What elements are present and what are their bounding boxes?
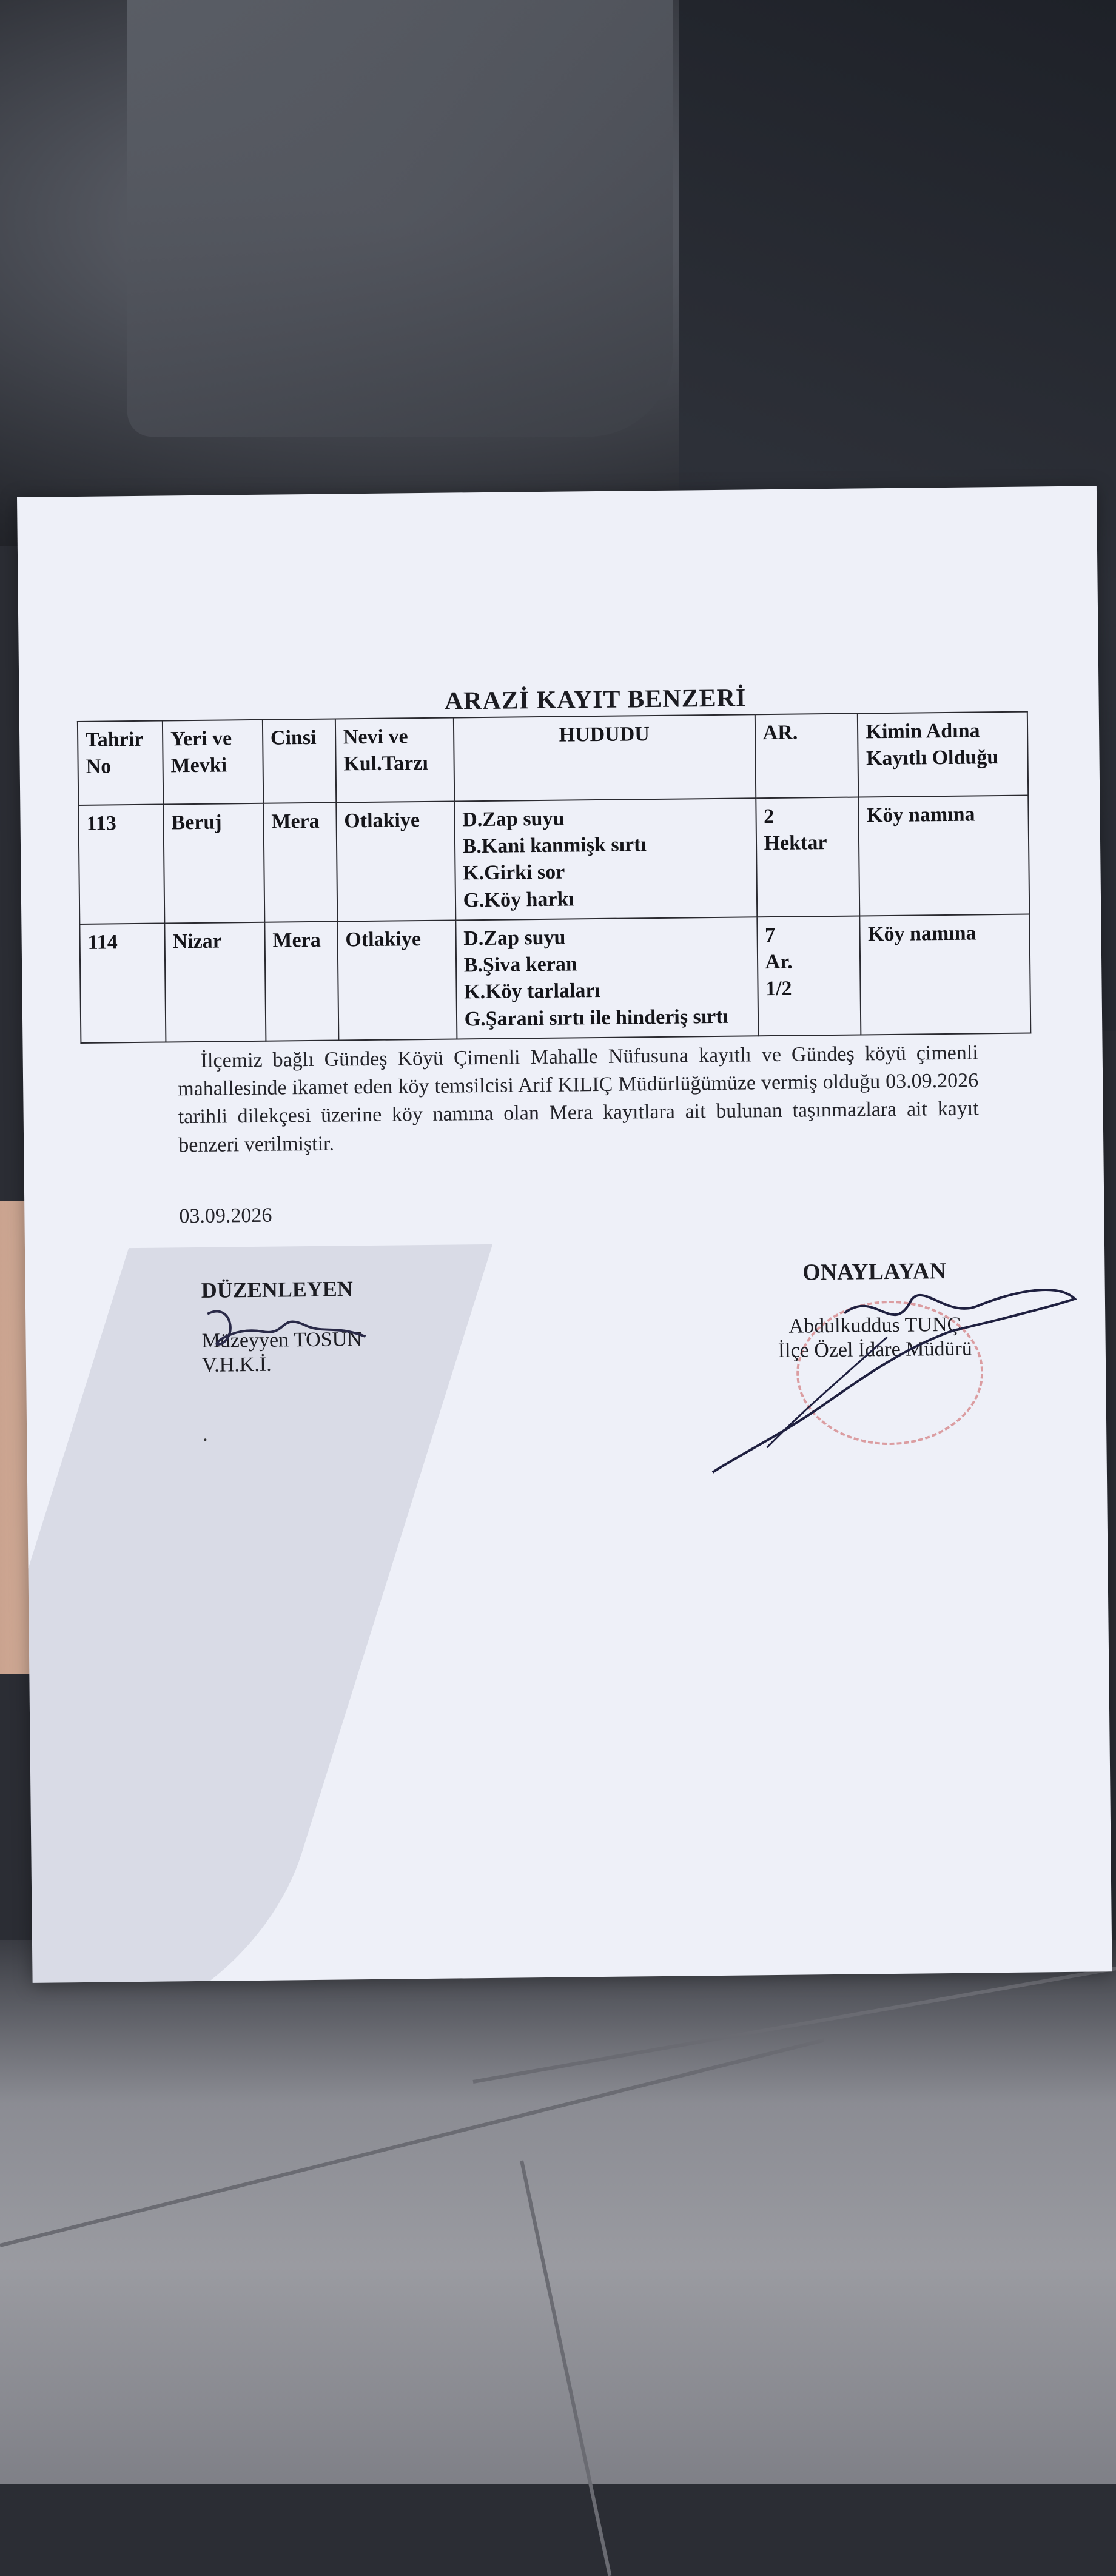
- prepared-by-signature: [195, 1288, 378, 1363]
- cell-ar: [757, 916, 861, 1036]
- hudud-north: K.Girki sor: [462, 860, 565, 885]
- ar-unit: Hektar: [764, 831, 827, 855]
- header-yeri: Yeri ve Mevki: [163, 720, 263, 805]
- cell-cinsi: Mera: [263, 803, 337, 922]
- cell-yeri: Beruj: [163, 803, 264, 924]
- prepared-by-name: Müzeyyen TOSUN: [201, 1328, 362, 1352]
- ar-fraction: 1/2: [765, 978, 792, 1001]
- cell-kimin: Köy namına: [859, 796, 1030, 916]
- person-jacket: [127, 0, 673, 437]
- header-kimin: Kimin Adına Kayıtlı Olduğu: [858, 712, 1028, 797]
- header-ar: AR.: [755, 714, 858, 799]
- cell-yeri: Nizar: [164, 922, 266, 1042]
- hudud-east: D.Zap suyu: [462, 807, 565, 831]
- table-row: [79, 914, 1030, 1043]
- hudud-south: G.Köy harkı: [463, 887, 575, 911]
- cell-ar: [756, 797, 860, 917]
- body-paragraph: İlçemiz bağlı Gündeş Köyü Çimenli Mahalle Nüfusuna kayıtlı ve Gündeş köyü çimenli mahallesinde ikamet eden köy temsilcisi Arif KILIÇ Müdürlüğümüze vermiş olduğu 03.09.2026 tarihli dilekçesi üzerine köy namına olan Mera kayıtlara ait bulunan taşınmazlara ait kayıt benzeri verilmiştir.: [178, 1041, 979, 1156]
- approved-by-name: Abdulkuddus TUNÇ: [788, 1313, 961, 1338]
- hudud-east: D.Zap suyu: [463, 926, 566, 950]
- footer-mark: .: [203, 1423, 208, 1446]
- ar-unit: Ar.: [765, 950, 793, 974]
- cell-cinsi: Mera: [264, 922, 338, 1041]
- hudud-south: G.Şarani sırtı ile hinderiş sırtı: [464, 1005, 729, 1030]
- approved-by-role: ONAYLAYAN: [802, 1258, 946, 1286]
- cell-nevi: Otlakiye: [336, 801, 455, 921]
- prepared-by-role: DÜZENLEYEN: [201, 1276, 353, 1303]
- table-header-row: [78, 712, 1028, 805]
- document-title: ARAZİ KAYIT BENZERİ: [444, 684, 747, 716]
- cell-tahrir-no: 113: [78, 805, 164, 924]
- land-record-table: [77, 711, 1031, 1044]
- prepared-by-title: V.H.K.İ.: [201, 1353, 272, 1377]
- ar-value: 2: [763, 805, 775, 828]
- cell-nevi: Otlakiye: [337, 920, 457, 1040]
- hudud-west: B.Şiva keran: [463, 953, 577, 977]
- cell-hudud: [454, 798, 757, 920]
- approved-by-title: İlçe Özel İdare Müdürü: [778, 1337, 972, 1362]
- header-tahrir-no: Tahrir No: [78, 721, 163, 805]
- header-cinsi: Cinsi: [263, 719, 336, 803]
- document-date: 03.09.2026: [179, 1204, 272, 1228]
- table-row: [78, 796, 1029, 924]
- ar-value: 7: [764, 924, 776, 947]
- document-paper: [17, 486, 1112, 1983]
- cell-kimin: Köy namına: [860, 914, 1031, 1035]
- cell-hudud: [455, 917, 758, 1039]
- hudud-north: K.Köy tarlaları: [463, 979, 601, 1004]
- header-hudud: HUDUDU: [453, 714, 755, 801]
- pavement-background: [0, 1940, 1116, 2484]
- approved-by-signature: [692, 1263, 1083, 1485]
- cell-tahrir-no: 114: [79, 923, 166, 1042]
- header-nevi: Nevi ve Kul.Tarzı: [335, 717, 454, 802]
- hudud-west: B.Kani kanmişk sırtı: [462, 833, 647, 858]
